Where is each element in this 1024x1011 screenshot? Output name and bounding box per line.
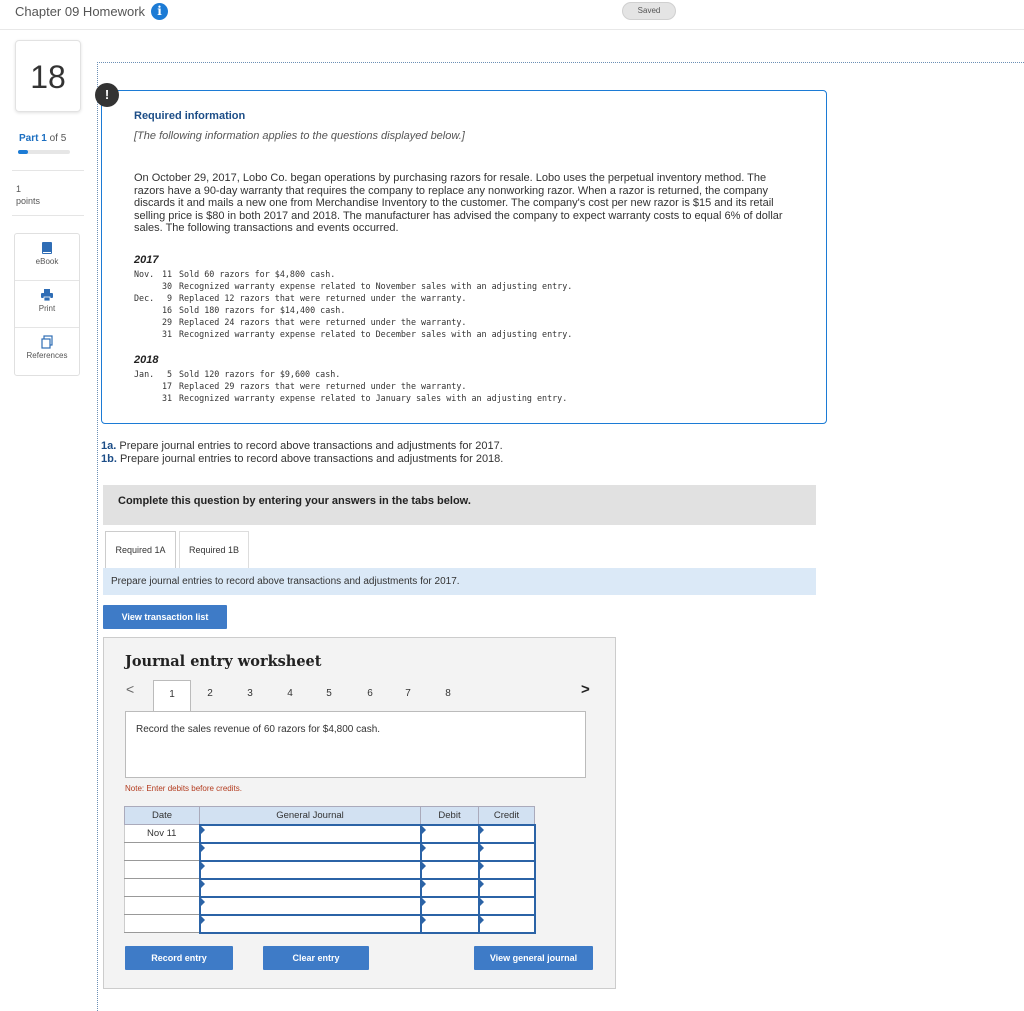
tab-required-1a[interactable]: Required 1A	[105, 531, 176, 568]
tab-required-1b[interactable]: Required 1B	[179, 531, 249, 568]
divider	[12, 215, 84, 216]
entry-page-4[interactable]: 4	[287, 688, 293, 699]
debit-input[interactable]	[421, 915, 479, 933]
part-progress-bar	[18, 150, 70, 154]
column-debit: Debit	[421, 807, 479, 825]
points-value: 1	[16, 184, 22, 194]
date-cell	[125, 915, 200, 933]
entry-description: Record the sales revenue of 60 razors for $4,800 cash.	[125, 711, 586, 778]
credit-input[interactable]	[479, 897, 535, 915]
transaction-day: 11	[162, 269, 173, 279]
worksheet-title: Journal entry worksheet	[125, 653, 322, 670]
part-total: of 5	[46, 133, 67, 144]
record-entry-button[interactable]: Record entry	[125, 946, 233, 970]
instruction-1b	[101, 453, 503, 466]
book-icon	[40, 241, 54, 255]
transaction-text: Sold 120 razors for $9,600 cash.	[179, 369, 341, 379]
year-2018-heading: 2018	[134, 354, 159, 366]
credit-input[interactable]	[479, 879, 535, 897]
debit-input[interactable]	[421, 825, 479, 843]
entry-page-8[interactable]: 8	[445, 688, 451, 699]
next-entry-arrow[interactable]: >	[581, 681, 590, 698]
table-row	[125, 897, 535, 915]
instruction-text: Prepare journal entries to record above transactions and adjustments for 2018.	[116, 453, 504, 465]
previous-entry-arrow[interactable]: <	[126, 681, 135, 697]
saved-badge: Saved	[622, 2, 676, 20]
part-indicator	[19, 133, 66, 144]
debit-input[interactable]	[421, 879, 479, 897]
document-copy-icon	[40, 335, 54, 349]
print-label: Print	[38, 304, 56, 313]
year-2017-heading: 2017	[134, 254, 159, 266]
part-current: Part 1	[19, 133, 47, 144]
ebook-button[interactable]	[15, 234, 79, 281]
account-input[interactable]	[200, 825, 421, 843]
transaction-month: Nov.	[134, 269, 155, 279]
transaction-text: Replaced 12 razors that were returned under the warranty.	[179, 293, 467, 303]
column-general-journal: General Journal	[200, 807, 421, 825]
table-row	[125, 861, 535, 879]
printer-icon	[40, 288, 54, 302]
info-icon[interactable]: i	[151, 3, 168, 20]
credit-input[interactable]	[479, 861, 535, 879]
column-credit: Credit	[479, 807, 535, 825]
print-button[interactable]	[15, 281, 79, 328]
account-input[interactable]	[200, 843, 421, 861]
credit-input[interactable]	[479, 825, 535, 843]
transaction-day: 5	[162, 369, 173, 379]
transaction-day: 30	[162, 281, 173, 291]
transaction-text: Recognized warranty expense related to December sales with an adjusting entry.	[179, 329, 573, 339]
tools-panel	[14, 233, 80, 376]
clear-entry-button[interactable]: Clear entry	[263, 946, 369, 970]
date-cell	[125, 879, 200, 897]
credit-input[interactable]	[479, 843, 535, 861]
transaction-text: Recognized warranty expense related to November sales with an adjusting entry.	[179, 281, 573, 291]
top-bar	[0, 0, 1024, 30]
instruction-text: Prepare journal entries to record above transactions and adjustments for 2017.	[116, 440, 503, 452]
debit-input[interactable]	[421, 897, 479, 915]
content-border	[97, 62, 98, 1011]
date-cell	[125, 897, 200, 915]
alert-icon: !	[95, 83, 119, 107]
points-label: points	[16, 196, 41, 206]
journal-rows	[125, 825, 535, 933]
view-transaction-list-button[interactable]: View transaction list	[103, 605, 227, 629]
entry-page-1[interactable]: 1	[153, 680, 191, 711]
account-input[interactable]	[200, 861, 421, 879]
instructions	[101, 440, 503, 466]
transaction-text: Replaced 29 razors that were returned under the warranty.	[179, 381, 467, 391]
part-progress-fill	[18, 150, 28, 154]
entry-page-5[interactable]: 5	[326, 688, 332, 699]
transaction-text: Replaced 24 razors that were returned under the warranty.	[179, 317, 467, 327]
instruction-1a	[101, 440, 503, 453]
transaction-day: 9	[162, 293, 173, 303]
entry-page-2[interactable]: 2	[207, 688, 213, 699]
debits-note: Note: Enter debits before credits.	[125, 784, 242, 793]
transaction-month: Dec.	[134, 293, 155, 303]
view-general-journal-button[interactable]: View general journal	[474, 946, 593, 970]
references-button[interactable]	[15, 328, 79, 375]
references-label: References	[26, 351, 68, 360]
date-cell	[125, 861, 200, 879]
required-info-title: Required information	[134, 110, 246, 122]
transaction-day: 31	[162, 393, 173, 403]
problem-paragraph: On October 29, 2017, Lobo Co. began operations by purchasing razors for resale. Lobo uses the perpetual inventory method. The razors have a 90-day warranty that requires the company to replace any nonworking razor. When a razor is returned, the company discards it and mails a new one from Merchandise Inventory to the customer. The company's cost per new razor is $15 and its retail selling price is $80 in both 2017 and 2018. The manufacturer has advised the company to expect warranty costs to equal 6% of dollar sales. The following transactions and events occurred.	[134, 172, 783, 234]
points	[16, 183, 40, 207]
entry-page-7[interactable]: 7	[405, 688, 411, 699]
complete-question-banner: Complete this question by entering your answers in the tabs below.	[103, 485, 816, 525]
column-date: Date	[125, 807, 200, 825]
transaction-day: 31	[162, 329, 173, 339]
table-row	[125, 843, 535, 861]
credit-input[interactable]	[479, 915, 535, 933]
journal-table	[124, 806, 536, 934]
debit-input[interactable]	[421, 843, 479, 861]
tab-instruction: Prepare journal entries to record above transactions and adjustments for 2017.	[103, 568, 816, 595]
date-cell	[125, 843, 200, 861]
transaction-day: 17	[162, 381, 173, 391]
entry-page-6[interactable]: 6	[367, 688, 373, 699]
instruction-tag: 1a.	[101, 440, 117, 452]
ebook-label: eBook	[35, 257, 59, 266]
account-input[interactable]	[200, 915, 421, 933]
content-border	[97, 62, 1024, 63]
table-row	[125, 879, 535, 897]
transaction-day: 16	[162, 305, 173, 315]
transaction-text: Sold 180 razors for $14,400 cash.	[179, 305, 346, 315]
account-input[interactable]	[200, 879, 421, 897]
assignment-title-text: Chapter 09 Homework	[15, 4, 146, 19]
assignment-title	[15, 3, 168, 20]
entry-page-3[interactable]: 3	[247, 688, 253, 699]
required-info-subtitle: [The following information applies to the questions displayed below.]	[134, 130, 465, 142]
transaction-text: Recognized warranty expense related to January sales with an adjusting entry.	[179, 393, 568, 403]
table-row	[125, 915, 535, 933]
date-cell: Nov 11	[125, 825, 200, 843]
divider	[12, 170, 84, 171]
transaction-day: 29	[162, 317, 173, 327]
journal-table-header	[125, 807, 535, 825]
table-row	[125, 825, 535, 843]
transaction-text: Sold 60 razors for $4,800 cash.	[179, 269, 336, 279]
debit-input[interactable]	[421, 861, 479, 879]
instruction-tag: 1b.	[101, 453, 117, 465]
account-input[interactable]	[200, 897, 421, 915]
transaction-month: Jan.	[134, 369, 155, 379]
question-number: 18	[15, 40, 81, 112]
